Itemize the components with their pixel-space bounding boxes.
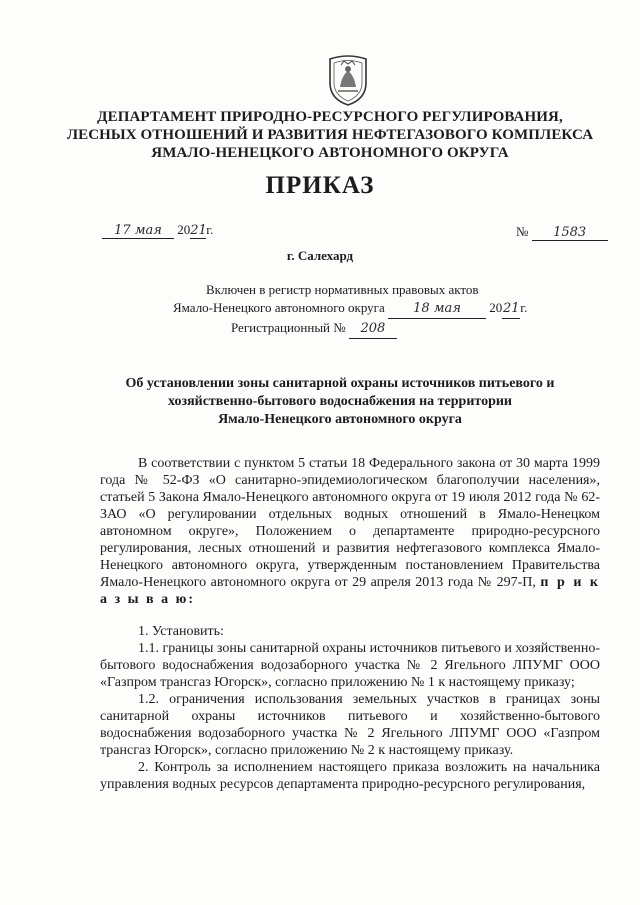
preamble-paragraph [100,455,600,608]
registry-number-label: Регистрационный № [231,320,346,335]
subject-line-2: хозяйственно-бытового водоснабжения на территории [167,394,512,409]
coat-of-arms-emblem-icon [326,53,370,107]
order-number-prefix: № [516,224,529,239]
registry-number-handwritten: 208 [349,320,397,339]
order-word: п р и к а з ы в а ю: [100,575,600,607]
department-name [60,108,600,162]
item-2: 2. Контроль за исполнением настоящего приказа возложить на начальника управления водных ресурсов департамента природно-ресурсного регулирования, [100,760,600,792]
registry-stamp [140,281,560,339]
order-number-handwritten: 1583 [532,225,608,241]
subject-line-1: Об установлении зоны санитарной охраны источников питьевого и [125,376,555,391]
order-number [516,224,608,241]
subject-line-3: Ямало-Ненецкого автономного округа [218,412,462,427]
order-body [100,455,600,793]
city: г. Салехард [286,248,354,263]
dept-line-1: ДЕПАРТАМЕНТ ПРИРОДНО-РЕСУРСНОГО РЕГУЛИРОВАНИЯ, [97,109,563,125]
item-1-1: 1.1. границы зоны санитарной охраны источников питьевого и хозяйственно-бытового водоснабжения водозаборного участка № 2 Ягельного ЛПУМГ ООО «Газпром трансгаз Югорск», согласно приложению № 1 к настоящему приказу; [100,641,600,690]
dept-line-2: ЛЕСНЫХ ОТНОШЕНИЙ И РАЗВИТИЯ НЕФТЕГАЗОВОГО КОМПЛЕКСА [66,127,594,143]
order-date-handwritten: 17 мая [102,223,174,239]
registry-year-prefix: 20 [489,300,503,315]
order-date [102,222,213,239]
preamble-text: В соответствии с пунктом 5 статьи 18 Федерального закона от 30 марта 1999 года № 52-ФЗ «О санитарно-эпидемиологическом благополучии населения», статьей 5 Закона Ямало-Ненецкого автономного округа от 19 июля 2012 года № 62-ЗАО «О регулировании отдельных водных отношений в Ямало-Ненецком автономном округе», Положением о департаменте природно-ресурсного регулирования, лесных отношений и развития нефтегазового комплекса Ямало-Ненецкого автономного округа, утвержденным постановлением Правительства Ямало-Ненецкого автономного округа от 29 апреля 2013 года № 297-П, [100,456,600,590]
order-year-prefix: 20 [177,222,191,237]
order-year-handwritten: 21 [190,223,207,238]
order-year-suffix: г. [206,222,214,237]
item-1: 1. Установить: [138,624,224,639]
registry-year-handwritten: 21 [502,300,520,319]
registry-line-1: Включен в регистр нормативных правовых актов [206,282,479,297]
document-title: ПРИКАЗ [265,172,375,199]
registry-line-3 [140,319,560,339]
registry-date-handwritten: 18 мая [388,300,486,319]
registry-year-suffix: г. [520,300,528,315]
dept-line-3: ЯМАЛО-НЕНЕЦКОГО АВТОНОМНОГО ОКРУГА [151,145,509,161]
order-subject [100,375,580,429]
registry-okrug: Ямало-Ненецкого автономного округа [173,300,385,315]
item-1-2: 1.2. ограничения использования земельных участков в границах зоны санитарной охраны источников питьевого и хозяйственно-бытового водоснабжения водозаборного участка № 2 Ягельного ЛПУМГ ООО «Газпром трансгаз Югорск», согласно приложению № 2 к настоящему приказу. [100,692,600,758]
registry-line-2 [140,299,560,319]
